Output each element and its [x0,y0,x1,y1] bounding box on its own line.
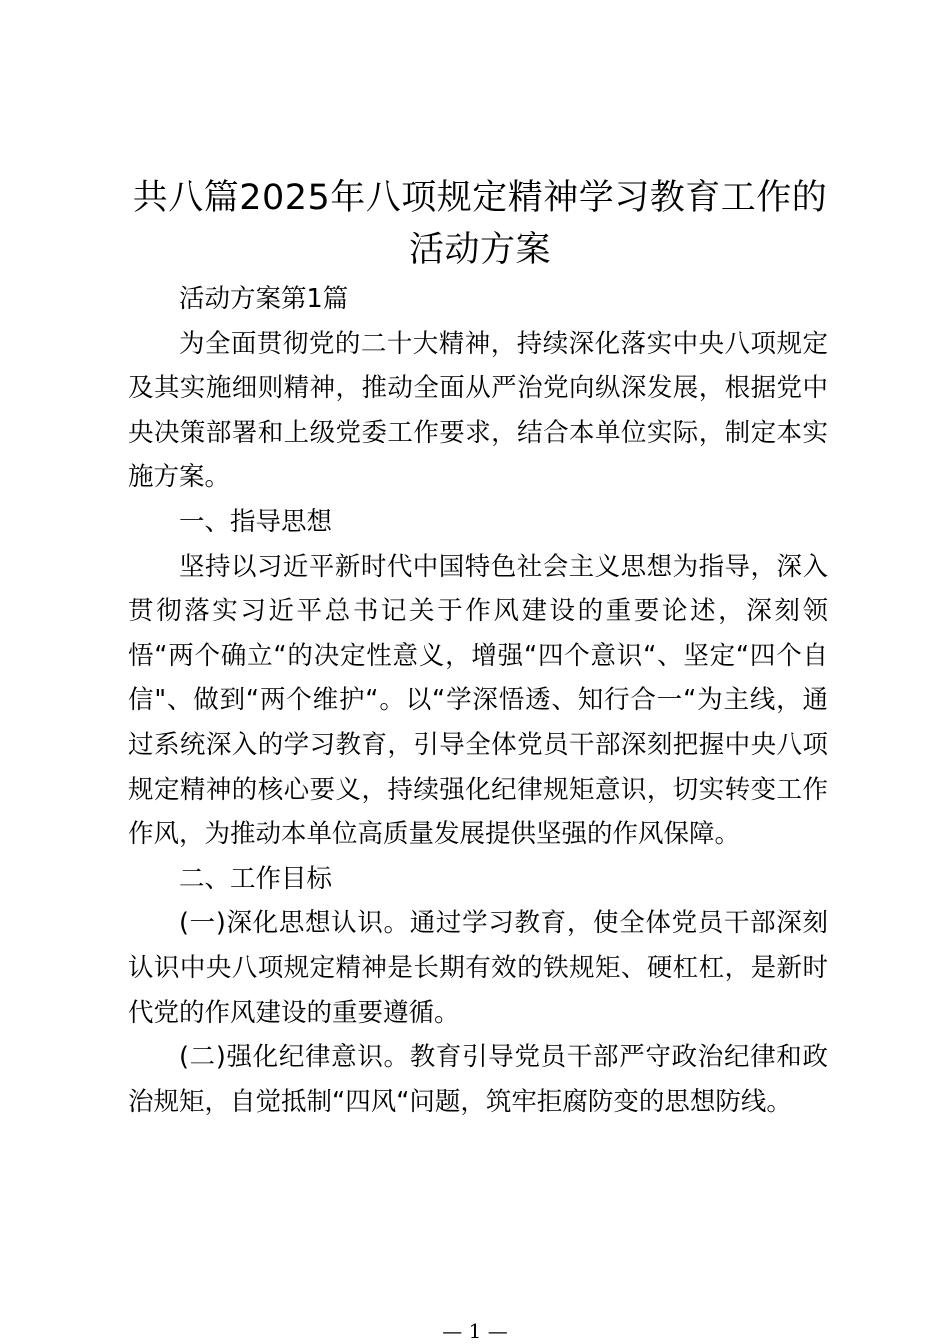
document-body [128,277,828,1124]
intro-paragraph: 为全面贯彻党的二十大精神，持续深化落实中央八项规定及其实施细则精神，推动全面从严治党向纵深发展，根据党中央决策部署和上级党委工作要求，结合本单位实际，制定本实施方案。 [128,328,828,493]
heading-work-goals: 二、工作目标 [179,863,333,894]
heading-guiding-ideology: 一、指导思想 [179,506,333,537]
goal-2-paragraph: (二)强化纪律意识。教育引导党员干部严守政治纪律和政治规矩，自觉抵制“四风“问题，筑牢拒腐防变的思想防线。 [128,1042,828,1117]
title-line-2: 活动方案 [408,230,551,270]
title-line-1: 共八篇2025年八项规定精神学习教育工作的 [132,178,828,218]
guiding-ideology-paragraph: 坚持以习近平新时代中国特色社会主义思想为指导，深入贯彻落实习近平总书记关于作风建设的重要论述，深刻领悟“两个确立“的决定性意义，增强“四个意识“、坚定“四个自信"、做到“两个维护“。以“学深悟透、知行合一“为主线，通过系统深入的学习教育，引导全体党员干部深刻把握中央八项规定精神的核心要义，持续强化纪律规矩意识，切实转变工作作风，为推动本单位高质量发展提供坚强的作风保障。 [128,551,828,850]
page-number: — 1 — [442,1319,508,1343]
goal-1-paragraph: (一)深化思想认识。通过学习教育，使全体党员干部深刻认识中央八项规定精神是长期有效的铁规矩、硬杠杠，是新时代党的作风建设的重要遵循。 [128,908,828,1028]
section-label: 活动方案第1篇 [179,284,349,314]
document-title [120,172,840,276]
